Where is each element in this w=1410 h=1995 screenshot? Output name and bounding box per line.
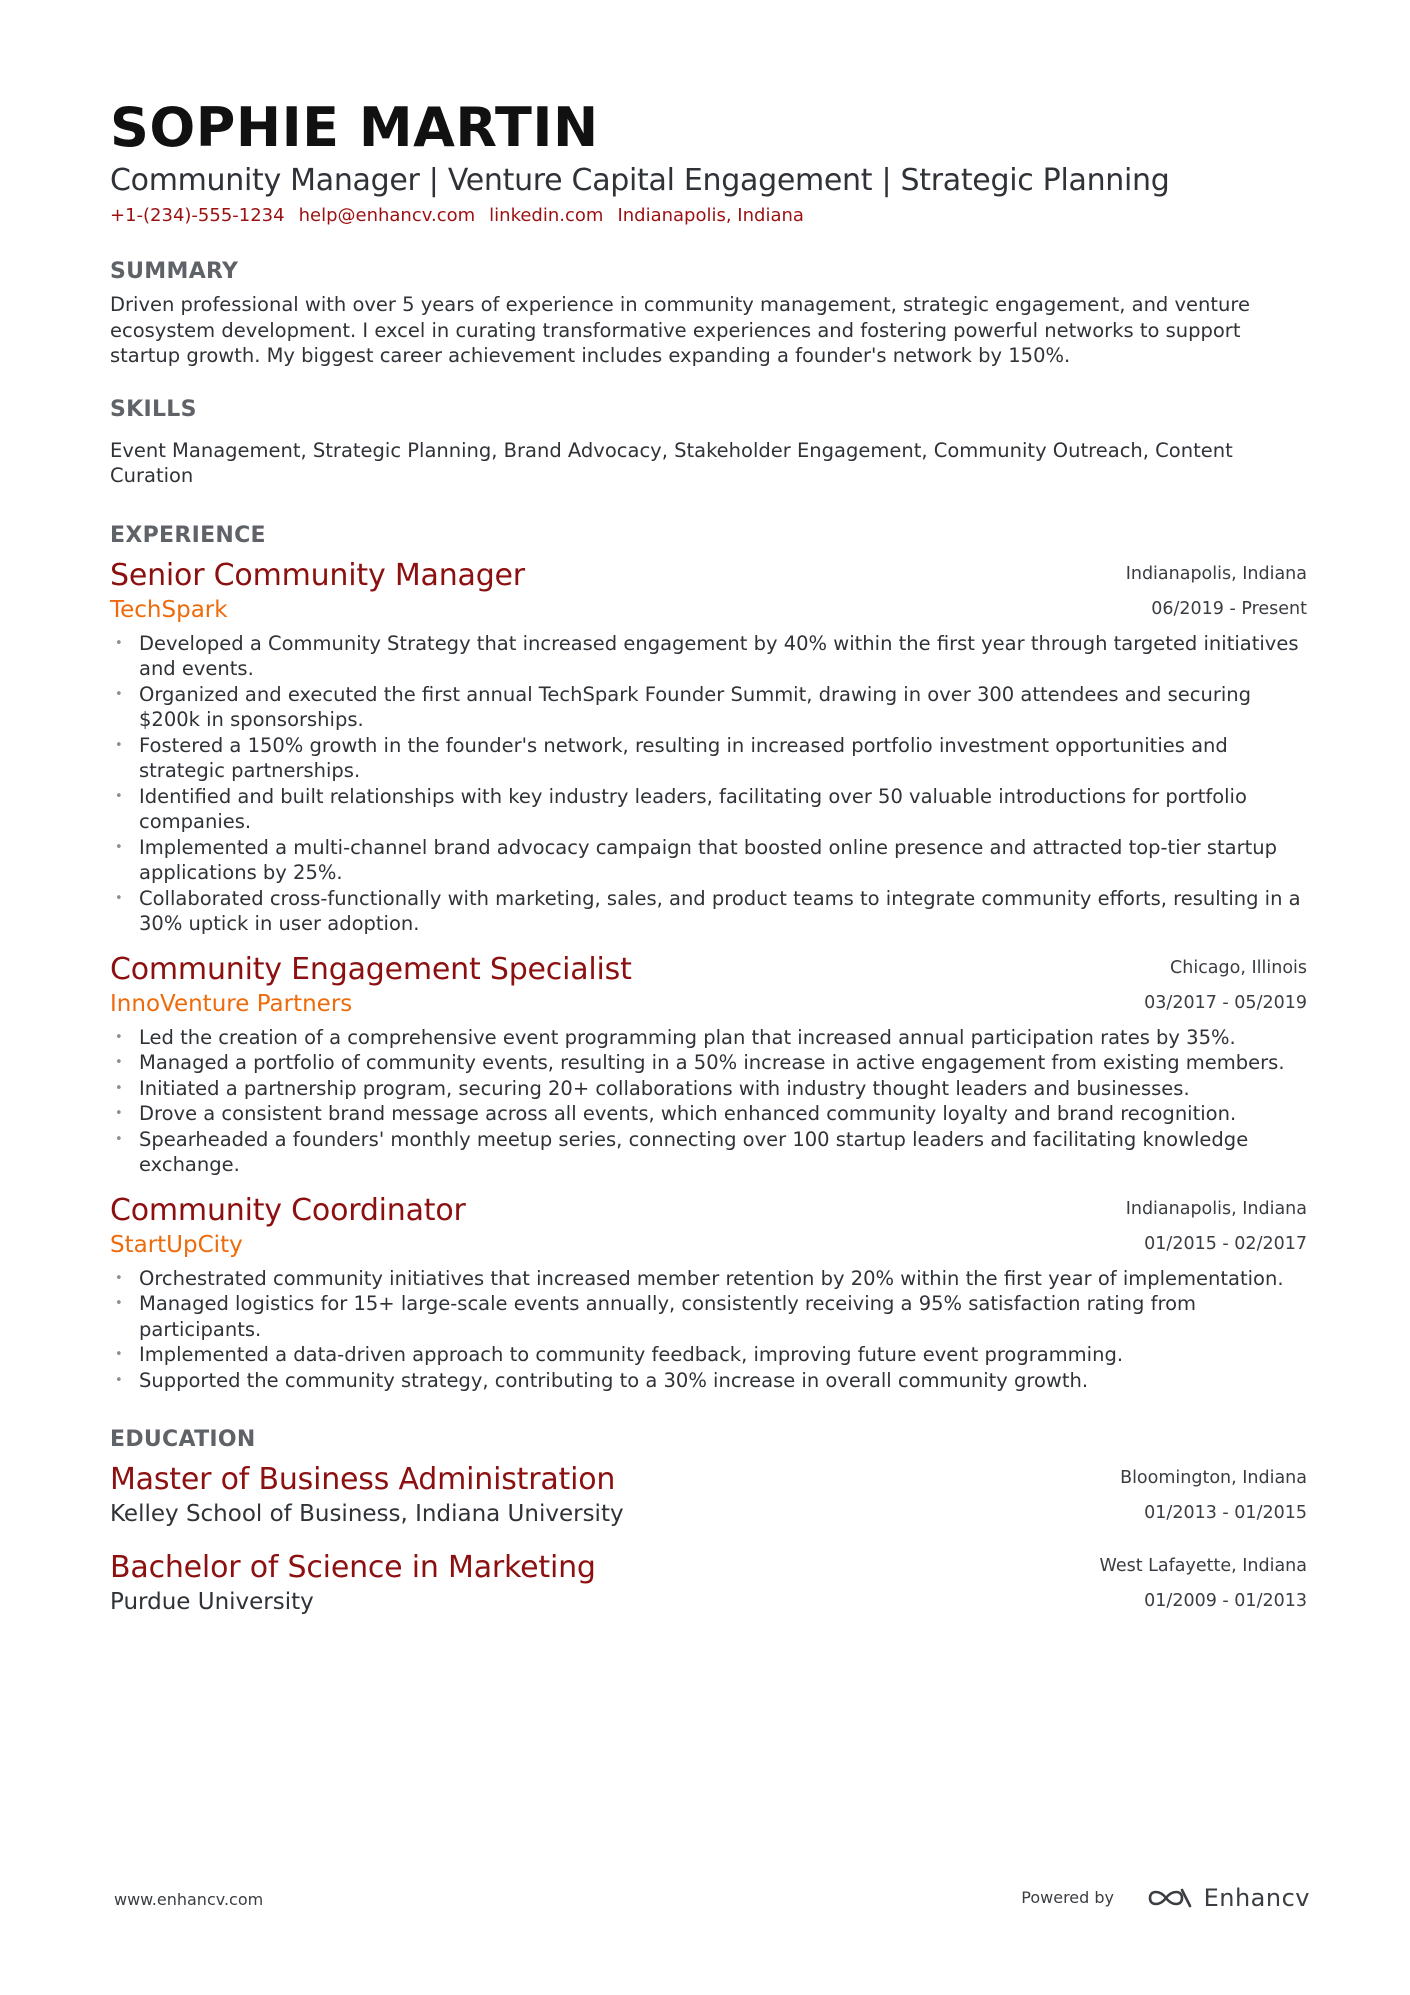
education-section [110, 1425, 1307, 1617]
list-item: • Fostered a 150% growth in the founder's network, resulting in increased portfolio investment opportunities and strategic partnerships. [110, 733, 1307, 784]
list-item: • Implemented a data-driven approach to community feedback, improving future event programming. [110, 1342, 1307, 1368]
job-title: Senior Community Manager [110, 557, 525, 593]
school-name: Kelley School of Business, Indiana University [110, 1501, 624, 1527]
contact-info [110, 203, 1307, 229]
experience-entry [110, 1192, 1307, 1394]
list-item: • Led the creation of a comprehensive event programming plan that increased annual participation rates by 35%. [110, 1025, 1307, 1051]
list-item: • Orchestrated community initiatives that increased member retention by 20% within the first year of implementation. [110, 1266, 1307, 1292]
footer-website[interactable]: www.enhancv.com [114, 1890, 264, 1909]
summary-section [110, 257, 1307, 369]
list-item: • Spearheaded a founders' monthly meetup series, connecting over 100 startup leaders and facilitating knowledge exchange. [110, 1127, 1307, 1178]
section-title-education: EDUCATION [110, 1427, 256, 1452]
job-bullets [110, 1266, 1307, 1394]
experience-section [110, 521, 1307, 1394]
education-meta [1120, 1461, 1307, 1531]
section-title-summary: SUMMARY [110, 259, 239, 284]
list-item: • Developed a Community Strategy that increased engagement by 40% within the first year through targeted initiatives and events. [110, 631, 1307, 682]
degree-title: Bachelor of Science in Marketing [110, 1550, 596, 1585]
degree-title: Master of Business Administration [110, 1462, 616, 1497]
job-dates: 01/2015 - 02/2017 [1144, 1233, 1307, 1254]
list-item: • Initiated a partnership program, securing 20+ collaborations with industry thought leaders and businesses. [110, 1076, 1307, 1102]
list-item: • Managed a portfolio of community events, resulting in a 50% increase in active engagement from existing members. [110, 1050, 1307, 1076]
job-meta [1126, 557, 1307, 627]
company-name: TechSpark [110, 596, 228, 623]
list-item: • Identified and built relationships with key industry leaders, facilitating over 50 valuable introductions for portfolio companies. [110, 784, 1307, 835]
job-meta [1144, 951, 1307, 1021]
company-name: InnoVenture Partners [110, 990, 353, 1017]
enhancv-logo-text: Enhancv [1203, 1884, 1310, 1912]
school-name: Purdue University [110, 1589, 314, 1615]
job-meta [1126, 1192, 1307, 1262]
education-location: Bloomington, Indiana [1120, 1468, 1307, 1488]
education-dates: 01/2009 - 01/2013 [1144, 1591, 1307, 1611]
list-item: • Drove a consistent brand message across all events, which enhanced community loyalty and brand recognition. [110, 1101, 1307, 1127]
enhancv-logo-icon [1146, 1884, 1194, 1912]
resume-header [110, 95, 1307, 229]
education-entry [110, 1461, 1307, 1529]
experience-entry [110, 951, 1307, 1178]
contact-linkedin[interactable]: linkedin.com [489, 205, 604, 226]
education-entry [110, 1549, 1307, 1617]
job-bullets [110, 1025, 1307, 1178]
section-title-experience: EXPERIENCE [110, 522, 266, 548]
job-location: Chicago, Illinois [1170, 957, 1307, 978]
job-title: Community Engagement Specialist [110, 951, 632, 987]
job-dates: 06/2019 - Present [1151, 598, 1307, 619]
list-item: • Implemented a multi-channel brand advocacy campaign that boosted online presence and attracted top-tier startup applications by 25%. [110, 835, 1307, 886]
list-item: • Supported the community strategy, contributing to a 30% increase in overall community growth. [110, 1368, 1307, 1394]
job-location: Indianapolis, Indiana [1125, 1198, 1307, 1219]
list-item: • Managed logistics for 15+ large-scale events annually, consistently receiving a 95% satisfaction rating from participants. [110, 1291, 1307, 1342]
education-dates: 01/2013 - 01/2015 [1144, 1503, 1307, 1523]
job-title: Community Coordinator [110, 1192, 466, 1228]
footer-powered-by: Powered by [1021, 1888, 1114, 1907]
summary-text: Driven professional with over 5 years of experience in community management, strategic engagement, and venture ecosystem development. I excel in curating transformative experiences and fostering powerful networks to support startup growth. My biggest career achievement includes expanding a founder's network by 150%. [110, 293, 1250, 367]
company-name: StartUpCity [110, 1231, 243, 1258]
contact-location: Indianapolis, Indiana [617, 205, 804, 226]
section-title-skills: SKILLS [110, 396, 197, 422]
candidate-headline: Community Manager | Venture Capital Engagement | Strategic Planning [110, 163, 1170, 198]
resume-page [110, 95, 1307, 1617]
contact-phone[interactable]: +1-(234)-555-1234 [110, 205, 285, 226]
candidate-name: SOPHIE MARTIN [110, 96, 599, 159]
list-item: • Collaborated cross-functionally with marketing, sales, and product teams to integrate community efforts, resulting in a 30% uptick in user adoption. [110, 886, 1307, 937]
list-item: • Organized and executed the first annual TechSpark Founder Summit, drawing in over 300 attendees and securing $200k in sponsorships. [110, 682, 1307, 733]
education-meta [1100, 1549, 1307, 1619]
job-bullets [110, 631, 1307, 937]
enhancv-logo[interactable] [1146, 1880, 1310, 1916]
job-dates: 03/2017 - 05/2019 [1144, 992, 1307, 1013]
page-footer [114, 1880, 1310, 1920]
experience-entry [110, 557, 1307, 937]
contact-email[interactable]: help@enhancv.com [298, 205, 476, 226]
skills-text: Event Management, Strategic Planning, Brand Advocacy, Stakeholder Engagement, Community Outreach, Content Curation [110, 438, 1233, 487]
education-location: West Lafayette, Indiana [1099, 1556, 1307, 1576]
job-location: Indianapolis, Indiana [1125, 563, 1307, 584]
skills-section [110, 395, 1307, 489]
